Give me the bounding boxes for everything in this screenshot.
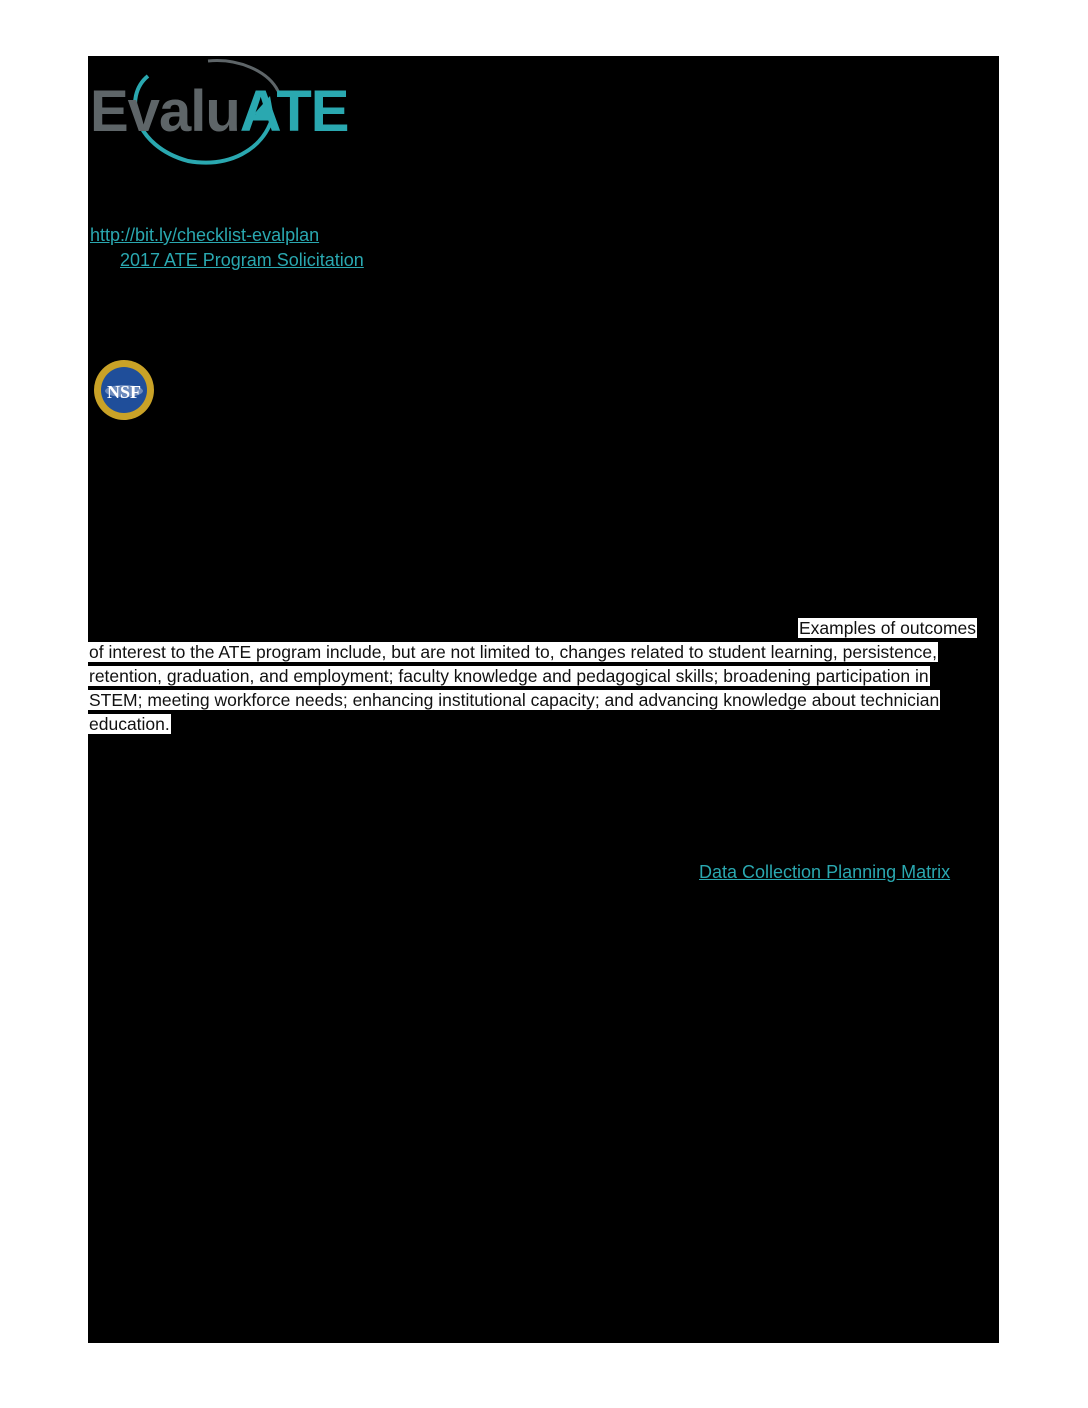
logo-text-evalu: Evalu (90, 79, 240, 144)
paragraph-line-5: education. (89, 714, 170, 734)
paragraph-line-1: Examples of outcomes (799, 618, 977, 638)
nsf-seal-icon (92, 358, 156, 422)
solicitation-link[interactable]: 2017 ATE Program Solicitation (120, 250, 364, 270)
logo-text-ate: ATE (239, 79, 349, 144)
paragraph-line-3: retention, graduation, and employment; faculty knowledge and pedagogical skills; broadening participation in (89, 666, 929, 686)
svg-text:NSF: NSF (106, 382, 142, 402)
paragraph-line-2: of interest to the ATE program include, but are not limited to, changes related to student learning, persistence, (89, 642, 937, 662)
planning-matrix-link[interactable]: Data Collection Planning Matrix (699, 862, 951, 882)
checklist-link[interactable]: http://bit.ly/checklist-evalplan (90, 225, 320, 245)
document-page (88, 56, 999, 1343)
nsf-logo (92, 358, 156, 422)
logo-wordmark (90, 80, 348, 144)
paragraph-line-4: STEM; meeting workforce needs; enhancing institutional capacity; and advancing knowledge about technician (89, 690, 940, 710)
evaluate-logo (88, 56, 358, 168)
